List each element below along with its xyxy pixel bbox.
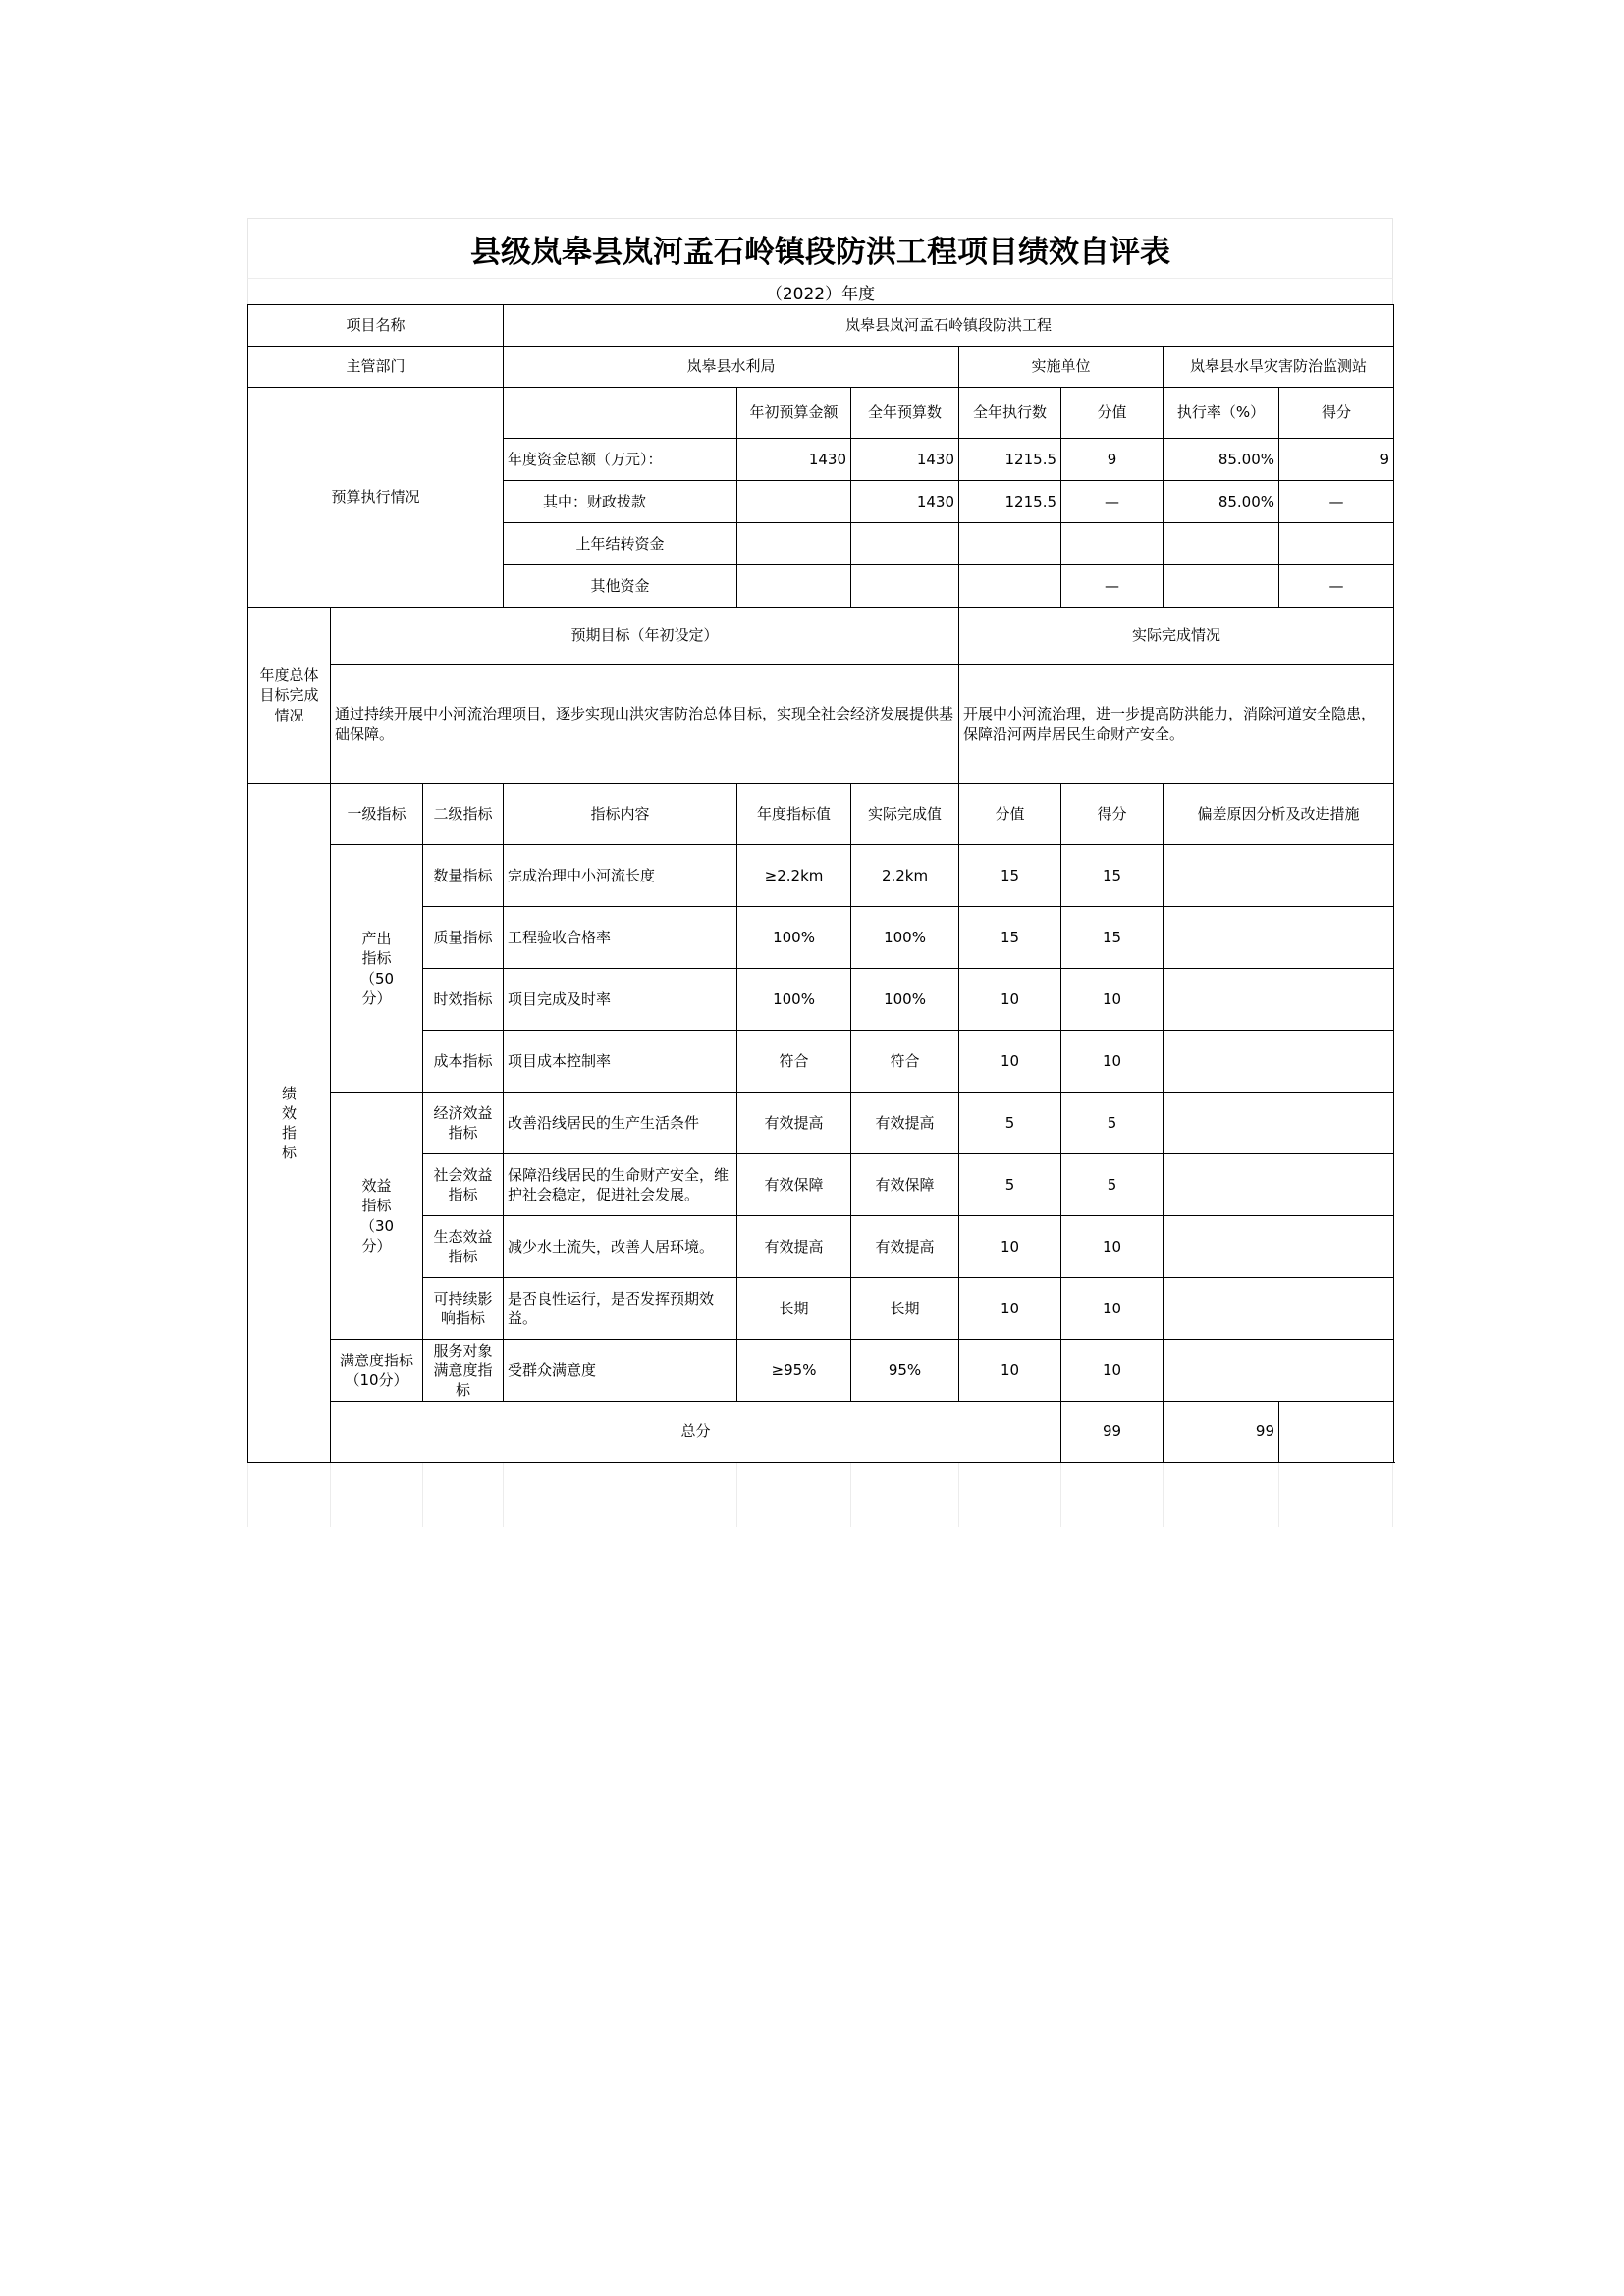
total-score: 99: [1164, 1402, 1279, 1463]
perf-row-l2: 可持续影响指标: [423, 1278, 504, 1340]
perf-group-label: 效益指标（30分）: [331, 1093, 423, 1340]
perf-row-note: [1164, 907, 1394, 969]
total-label: 总分: [331, 1402, 1061, 1463]
budget-row-exec: 1215.5: [959, 439, 1061, 481]
budget-header-row: [248, 388, 1394, 439]
perf-row-target: 符合: [737, 1031, 851, 1093]
perf-row-score: 10: [1061, 969, 1164, 1031]
evaluation-sheet: [247, 218, 1393, 1527]
perf-row-actual: 有效提高: [851, 1216, 959, 1278]
perf-row-target: 100%: [737, 907, 851, 969]
perf-header-actual: 实际完成值: [851, 784, 959, 845]
perf-row-score: 10: [1061, 1216, 1164, 1278]
budget-row-full: 1430: [851, 439, 959, 481]
project-row: [248, 305, 1394, 347]
perf-row-note: [1164, 845, 1394, 907]
perf-row-actual: 符合: [851, 1031, 959, 1093]
perf-row-score: 15: [1061, 845, 1164, 907]
perf-row-target: ≥95%: [737, 1340, 851, 1402]
budget-section-label: 预算执行情况: [248, 388, 504, 608]
perf-row-score: 5: [1061, 1093, 1164, 1154]
perf-header-score: 得分: [1061, 784, 1164, 845]
perf-row-note: [1164, 1031, 1394, 1093]
perf-section-label: 绩效指标: [248, 784, 331, 1463]
budget-row-rate: [1164, 523, 1279, 565]
perf-row-l2: 服务对象满意度指标: [423, 1340, 504, 1402]
perf-row-value: 10: [959, 1031, 1061, 1093]
perf-row-score: 10: [1061, 1278, 1164, 1340]
perf-row-score: 15: [1061, 907, 1164, 969]
perf-row-actual: 100%: [851, 907, 959, 969]
evaluation-table: [247, 304, 1394, 1463]
budget-row-initial: [737, 523, 851, 565]
perf-row-content: 减少水土流失，改善人居环境。: [504, 1216, 737, 1278]
perf-header-note: 偏差原因分析及改进措施: [1164, 784, 1394, 845]
total-row: [248, 1402, 1394, 1463]
perf-row-l2: 经济效益指标: [423, 1093, 504, 1154]
perf-row-note: [1164, 1093, 1394, 1154]
perf-row-content: 是否良性运行，是否发挥预期效益。: [504, 1278, 737, 1340]
perf-row-value: 5: [959, 1093, 1061, 1154]
budget-row-label: 上年结转资金: [504, 523, 737, 565]
budget-row-score-value: [1061, 523, 1164, 565]
budget-row-rate: 85.00%: [1164, 439, 1279, 481]
perf-row-target: ≥2.2km: [737, 845, 851, 907]
perf-header-target: 年度指标值: [737, 784, 851, 845]
perf-row-content: 完成治理中小河流长度: [504, 845, 737, 907]
perf-row-l2: 生态效益指标: [423, 1216, 504, 1278]
perf-row-l2: 数量指标: [423, 845, 504, 907]
perf-header-content: 指标内容: [504, 784, 737, 845]
perf-row: [248, 1340, 1394, 1402]
perf-row-content: 受群众满意度: [504, 1340, 737, 1402]
budget-header-initial: 年初预算金额: [737, 388, 851, 439]
budget-row-label: 其他资金: [504, 565, 737, 608]
perf-row-l2: 社会效益指标: [423, 1154, 504, 1216]
perf-header-value: 分值: [959, 784, 1061, 845]
expected-goal-text: 通过持续开展中小河流治理项目，逐步实现山洪灾害防治总体目标，实现全社会经济发展提供基础保障。: [331, 665, 959, 784]
perf-row-content: 项目成本控制率: [504, 1031, 737, 1093]
budget-row-score: [1279, 523, 1394, 565]
budget-header-score-value: 分值: [1061, 388, 1164, 439]
perf-row-l2: 成本指标: [423, 1031, 504, 1093]
budget-row-rate: [1164, 565, 1279, 608]
total-value: 99: [1061, 1402, 1164, 1463]
budget-row-full: [851, 565, 959, 608]
goals-section-label: 年度总体目标完成情况: [248, 608, 331, 784]
dept-label: 主管部门: [248, 347, 504, 388]
perf-row-score: 10: [1061, 1340, 1164, 1402]
goals-content-row: [248, 665, 1394, 784]
budget-header-score: 得分: [1279, 388, 1394, 439]
perf-header-l2: 二级指标: [423, 784, 504, 845]
perf-group-label: 满意度指标（10分）: [331, 1340, 423, 1402]
perf-row-actual: 100%: [851, 969, 959, 1031]
budget-row-full: [851, 523, 959, 565]
budget-row-initial: [737, 565, 851, 608]
perf-row-target: 有效保障: [737, 1154, 851, 1216]
perf-row-content: 改善沿线居民的生产生活条件: [504, 1093, 737, 1154]
perf-row-value: 10: [959, 1216, 1061, 1278]
budget-header-exec: 全年执行数: [959, 388, 1061, 439]
budget-header-full: 全年预算数: [851, 388, 959, 439]
perf-row-actual: 有效提高: [851, 1093, 959, 1154]
impl-unit-label: 实施单位: [959, 347, 1164, 388]
perf-row-value: 15: [959, 907, 1061, 969]
budget-row-label: 其中：财政拨款: [504, 481, 737, 523]
dept-row: [248, 347, 1394, 388]
project-name-label: 项目名称: [248, 305, 504, 347]
perf-row-l2: 质量指标: [423, 907, 504, 969]
expected-goal-header: 预期目标（年初设定）: [331, 608, 959, 665]
perf-row: [248, 845, 1394, 907]
budget-row-initial: 1430: [737, 439, 851, 481]
perf-row-value: 10: [959, 969, 1061, 1031]
perf-row-actual: 2.2km: [851, 845, 959, 907]
perf-row-value: 10: [959, 1340, 1061, 1402]
sheet-gridlines: [247, 1463, 1393, 1527]
perf-row-value: 15: [959, 845, 1061, 907]
perf-row-target: 长期: [737, 1278, 851, 1340]
budget-row-score-value: 9: [1061, 439, 1164, 481]
perf-row-target: 100%: [737, 969, 851, 1031]
perf-header-l1: 一级指标: [331, 784, 423, 845]
perf-row-score: 5: [1061, 1154, 1164, 1216]
budget-row-score: —: [1279, 481, 1394, 523]
perf-row: [248, 1093, 1394, 1154]
perf-row-score: 10: [1061, 1031, 1164, 1093]
goals-header-row: [248, 608, 1394, 665]
budget-row-score: 9: [1279, 439, 1394, 481]
perf-row-target: 有效提高: [737, 1093, 851, 1154]
dept-value: 岚皋县水利局: [504, 347, 959, 388]
perf-row-value: 5: [959, 1154, 1061, 1216]
perf-header-row: [248, 784, 1394, 845]
perf-row-note: [1164, 1278, 1394, 1340]
perf-row-note: [1164, 1216, 1394, 1278]
budget-row-score: —: [1279, 565, 1394, 608]
budget-row-score-value: —: [1061, 481, 1164, 523]
budget-header-rate: 执行率（%）: [1164, 388, 1279, 439]
impl-unit-value: 岚皋县水旱灾害防治监测站: [1164, 347, 1394, 388]
perf-row-actual: 长期: [851, 1278, 959, 1340]
perf-row-target: 有效提高: [737, 1216, 851, 1278]
perf-row-l2: 时效指标: [423, 969, 504, 1031]
perf-row-actual: 有效保障: [851, 1154, 959, 1216]
perf-row-actual: 95%: [851, 1340, 959, 1402]
budget-row-exec: 1215.5: [959, 481, 1061, 523]
perf-group-label: 产出指标（50分）: [331, 845, 423, 1093]
budget-row-exec: [959, 523, 1061, 565]
budget-header-blank: [504, 388, 737, 439]
perf-row-note: [1164, 969, 1394, 1031]
year-label: （2022）年度: [247, 278, 1393, 304]
budget-row-full: 1430: [851, 481, 959, 523]
budget-row-score-value: —: [1061, 565, 1164, 608]
actual-goal-text: 开展中小河流治理，进一步提高防洪能力，消除河道安全隐患，保障沿河两岸居民生命财产安全。: [959, 665, 1394, 784]
perf-row-value: 10: [959, 1278, 1061, 1340]
project-name-value: 岚皋县岚河孟石岭镇段防洪工程: [504, 305, 1394, 347]
perf-row-note: [1164, 1154, 1394, 1216]
perf-row-content: 项目完成及时率: [504, 969, 737, 1031]
budget-row-initial: [737, 481, 851, 523]
perf-row-content: 工程验收合格率: [504, 907, 737, 969]
budget-row-rate: 85.00%: [1164, 481, 1279, 523]
perf-row-content: 保障沿线居民的生命财产安全，维护社会稳定，促进社会发展。: [504, 1154, 737, 1216]
page-title: 县级岚皋县岚河孟石岭镇段防洪工程项目绩效自评表: [247, 218, 1393, 278]
total-note: [1279, 1402, 1394, 1463]
budget-row-label: 年度资金总额（万元）：: [504, 439, 737, 481]
actual-goal-header: 实际完成情况: [959, 608, 1394, 665]
budget-row-exec: [959, 565, 1061, 608]
perf-row-note: [1164, 1340, 1394, 1402]
